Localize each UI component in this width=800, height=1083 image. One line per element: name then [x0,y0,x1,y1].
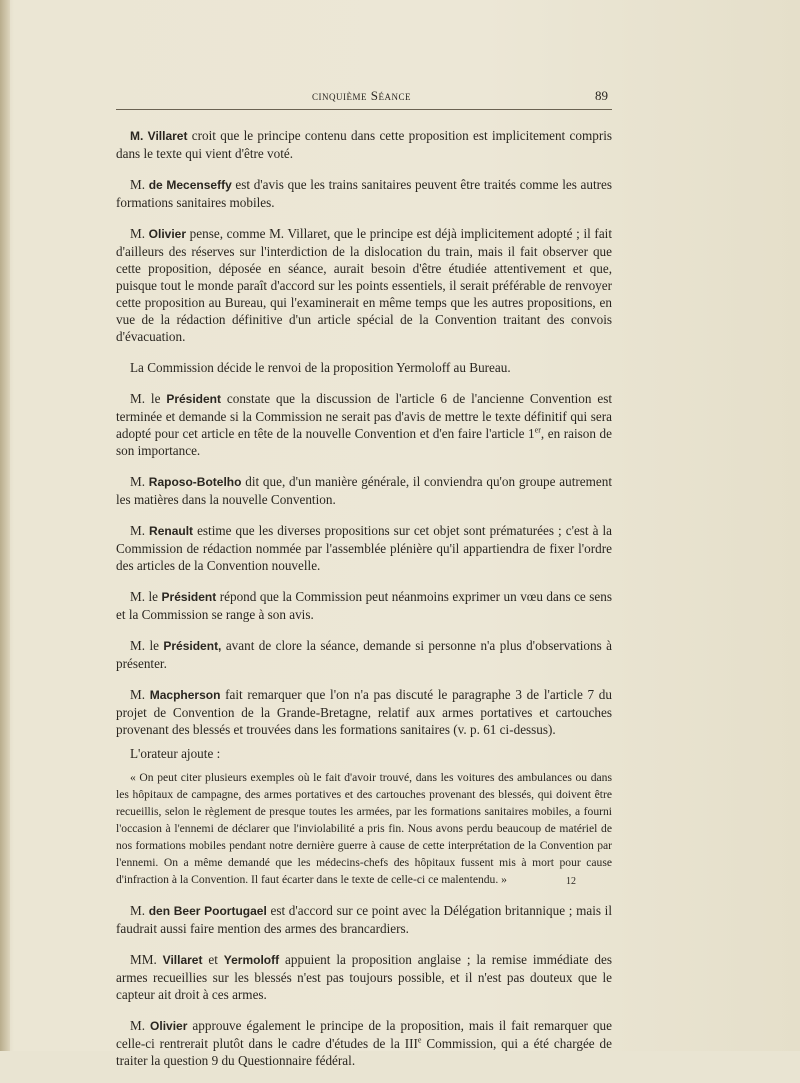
paragraph [116,637,612,672]
paragraph-text: constate que la discussion de l'article 6 de l'ancienne Convention est terminée et demande si la Commission ne serait pas d'avis de mettre le texte définitif qui sera adopté pour cet article en tête de la nouvelle Convention et d'en faire l'article 1 [116,391,612,441]
speaker-prefix: M. le [130,391,167,406]
speaker: Président [161,590,217,604]
speaker-prefix: M. le [130,589,162,604]
paragraph-text: avant de clore la séance, demande si personne n'a plus d'observations à présenter. [116,638,612,671]
paragraph [116,1017,612,1069]
speaker-prefix: MM. [130,952,163,967]
speaker: den Beer Poortugael [148,904,267,918]
page-edge [0,0,10,1051]
speaker-prefix: M. [130,523,150,538]
paragraph-text: approuve également le principe de la proposition, mais il fait remarquer que celle-ci rentrerait plutôt dans le cadre d'études de la III [116,1018,612,1051]
speaker-prefix: M. [130,687,150,702]
paragraph [116,473,612,508]
paragraph [116,745,612,762]
paragraph-text: croit que le principe contenu dans cette proposition est implicitement compris dans le texte qui vient d'être voté. [116,128,613,161]
speaker-prefix: M. le [130,638,164,653]
speaker-prefix: M. [130,1018,151,1033]
paragraph [116,359,612,376]
paragraph-text: est d'avis que les trains sanitaires peuvent être traités comme les autres formations sanitaires mobiles. [116,177,612,210]
paragraph-text: est d'accord sur ce point avec la Délégation britannique ; mais il faudrait aussi faire mention des armes des brancardiers. [116,903,612,936]
speaker: Raposo-Botelho [148,475,242,489]
paragraph-text: estime que les diverses propositions sur cet objet sont prématurées ; c'est à la Commission de rédaction nommée par l'assemblée plénière qu'il appartiendra de fixer l'ordre des articles de la Convention nouvelle. [116,523,612,573]
paragraph-text: L'orateur ajoute : [130,746,221,761]
paragraph [116,176,612,211]
speaker-prefix: M. [130,226,149,241]
speaker-prefix: M. [130,474,149,489]
speaker: Président [166,392,221,406]
speaker: Yermoloff [223,953,280,967]
speaker: Villaret [162,953,203,967]
paragraph [116,902,612,937]
conjunction: et [202,952,224,967]
paragraph-text: La Commission décide le renvoi de la proposition Yermoloff au Bureau. [130,360,511,375]
speaker: de Mecenseffy [148,178,232,192]
paragraph [116,522,612,574]
paragraph [116,127,612,162]
block-quote: « On peut citer plusieurs exemples où le fait d'avoir trouvé, dans les voitures des ambulances ou dans les hôpitaux de campagne, des armes portatives et des cartouches provenant des blessés, qui doivent être recueillis, selon le règlement de presque toutes les armées, par les formations sanitaires mobiles, a fourni l'occasion à l'ennemi de déclarer que l'inviolabilité a pris fin. Nous avons perdu beaucoup de matériel de nos formations mobiles pendant notre dernière guerre à cause de cette interprétation de la Convention par l'ennemi. On a même demandé que les médecins-chefs des hôpitaux fussent mis à mort pour cause d'infraction à la Convention. Il faut écarter dans le texte de celle-ci ce malentendu. » [116,771,612,886]
superscript: er [534,425,541,435]
paragraph-text: répond que la Commission peut néanmoins exprimer un vœu dans ce sens et la Commission se range à son avis. [116,589,612,622]
signature-mark: 12 [566,876,576,887]
paragraph [116,588,612,623]
paragraph-text: dit que, d'un manière générale, il conviendra qu'on groupe autrement les matières dans la nouvelle Convention. [116,474,612,507]
speaker-prefix: M. [130,177,149,192]
speaker: Renault [149,524,194,538]
paragraph-text-cont: Commission, qui a été chargée de traiter la question 9 du Questionnaire fédéral. [116,1036,612,1068]
superscript: e [417,1035,422,1045]
speaker: M. Villaret [130,129,188,143]
paragraph-text: appuient la proposition anglaise ; la remise immédiate des armes recueillies sur les blessés n'est pas toujours possible, et il n'est pas douteux que le capteur ait droit à ces armes. [116,952,612,1002]
speaker-prefix: M. [130,903,149,918]
paragraph [116,951,612,1003]
paragraph [116,390,612,459]
paragraph [116,686,612,738]
speaker: Macpherson [149,688,221,702]
running-head: cinquième Séance [312,88,411,103]
paragraph [116,225,612,345]
speaker: Olivier [148,227,187,241]
speaker: Président, [163,639,222,653]
page-number: 89 [595,88,608,103]
paragraph-text: pense, comme M. Villaret, que le principe est déjà implicitement adopté ; il fait d'ailleurs des réserves sur l'interdiction de la dislocation du train, mais il fait observer que cette proposition, déposée en séance, aurait besoin d'être étudiée attentivement et que, puisque tout le monde paraît d'accord sur les points essentiels, il serait préférable de renvoyer cette proposition au Bureau, qui l'examinerait en même temps que les autres propositions, en vue de la rédaction définitive d'un article spécial de la Convention traitant des convois d'évacuation. [116,226,613,344]
header-rule [116,109,612,110]
body-text [116,127,612,1083]
paragraph-text-cont: , en raison de son importance. [116,426,612,458]
speaker: Olivier [150,1019,188,1033]
paragraph-text: fait remarquer que l'on n'a pas discuté le paragraphe 3 de l'article 7 du projet de Convention de la Grande-Bretagne, relatif aux armes portatives et cartouches provenant des blessés et trouvées dans les formations sanitaires (v. p. 61 ci-dessus). [116,687,612,737]
page-header [116,88,612,106]
